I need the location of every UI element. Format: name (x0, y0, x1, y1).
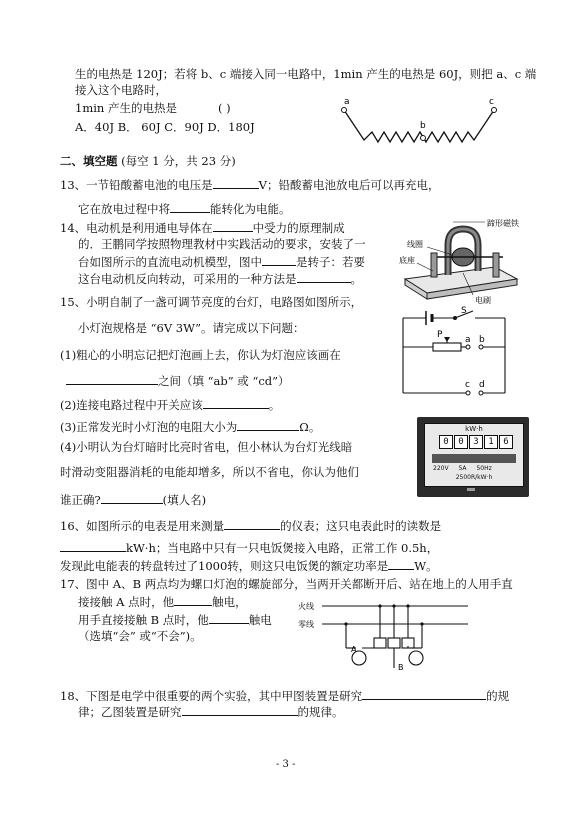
q13-blank-2[interactable] (170, 201, 210, 213)
q15-line7: (4)小明认为台灯暗时比亮时省电，但小林认为台灯光线暗 (60, 440, 353, 454)
household-circuit-figure (296, 596, 471, 678)
fig-label-a: a (465, 335, 471, 345)
q18-line2 (78, 704, 344, 720)
q12-options: A．40J B． 60J C．90J D．180J (75, 120, 255, 134)
q16-line1 (60, 518, 441, 534)
q12-line1: 生的电热是 120J；若将 b、c 端接入同一电路中，1min 产生的电热是 60J，则把 a、c 端 (75, 67, 537, 81)
q14-text-b: 中受力的原理制成 (252, 221, 345, 235)
q13-text-b: V；铅酸蓄电池放电后可以再充电， (258, 178, 440, 192)
fig-label-d: d (479, 380, 485, 390)
q15-text-h: Ω。 (299, 420, 321, 434)
q14-blank-3[interactable] (297, 271, 351, 283)
fig-label-b: b (479, 335, 485, 345)
fig-label-p: P (437, 330, 443, 340)
q16-line2 (60, 540, 438, 556)
q15-line8: 时滑动变阻器消耗的电能却增多，所以不省电，你认为他们 (60, 465, 359, 479)
fig-label-live: 火线 (298, 602, 314, 611)
q17-line1: 17、图中 A、B 两点均为螺口灯泡的螺旋部分，当两开关都断开后、站在地上的人用手直 (60, 577, 513, 591)
meter-ratings (433, 465, 492, 472)
resistor-wire-figure (336, 92, 506, 152)
q17-line2 (78, 594, 247, 610)
q12-line3: 1min 产生的电热是 (75, 101, 177, 115)
meter-screw (467, 488, 475, 491)
q15-line6 (60, 419, 320, 435)
q14-text-f: 这台电动机反向转动，可采用的一种方法是 (78, 272, 297, 286)
q18-blank-1[interactable] (362, 688, 486, 700)
q17-blank-1[interactable] (174, 594, 212, 606)
fig-label-c: c (465, 380, 470, 390)
meter-frequency: 50Hz (476, 465, 492, 472)
q13-text-a: 13、一节铅酸蓄电池的电压是 (60, 178, 213, 192)
q14-line3 (78, 254, 365, 270)
fig-label-brush: 电刷 (475, 296, 491, 305)
q17-text-b: 接接触 A 点时，他 (78, 595, 175, 609)
q18-text-b: 的规 (486, 689, 510, 703)
q18-line1 (60, 688, 509, 704)
motor-model-figure (393, 217, 523, 305)
q15-text-l: (填人名) (162, 493, 207, 507)
q13-text-d: 能转化为电能。 (210, 202, 291, 216)
q17-line3 (78, 612, 272, 628)
q13-line1 (60, 177, 439, 193)
meter-voltage: 220V (433, 465, 449, 472)
fig-label-s: S (461, 306, 467, 316)
q15-blank-4[interactable] (101, 492, 163, 504)
q16-blank-3[interactable] (388, 558, 414, 570)
q17-text-c: 触电， (212, 595, 247, 609)
q15-blank-3[interactable] (237, 419, 299, 431)
q14-blank-2[interactable] (262, 254, 296, 266)
q12-answer-paren: ( ) (218, 101, 231, 115)
q16-text-b: 的仪表；这只电表此时的读数是 (280, 519, 442, 533)
q13-line2 (78, 201, 291, 217)
fig-label-point-b: B (398, 663, 404, 672)
q16-text-d: 发现此电能表的转盘转过了1000转，则这只电饭煲的额定功率是 (60, 559, 389, 573)
q15-text-k: 谁正确? (60, 493, 101, 507)
q14-text-e: 是转子：若要 (296, 255, 365, 269)
q14-text-g: 。 (350, 272, 362, 286)
meter-digit: 3 (469, 435, 483, 449)
fig-label-magnet: 蹄形磁铁 (487, 219, 519, 228)
q17-line4: （选填“会” 或“不会”)。 (78, 629, 202, 643)
q15-line9 (60, 492, 206, 508)
q13-blank-1[interactable] (213, 177, 259, 189)
fig-label-coil: 线圈 (407, 240, 423, 249)
q17-text-d: 用手直接接触 B 点时，他 (78, 613, 209, 627)
q16-text-c: kW·h；当电路中只有一只电饭煲接入电路，正常工作 0.5h， (126, 541, 439, 555)
q15-text-d: 之间（填 “ab” 或 “cd”） (158, 374, 290, 388)
q18-blank-2[interactable] (182, 704, 298, 716)
lamp-circuit-figure (393, 303, 513, 398)
meter-current: 5A (458, 465, 467, 472)
q17-text-e: 触电 (248, 613, 272, 627)
fig-label-base: 底座 (399, 256, 415, 265)
q16-blank-2[interactable] (60, 540, 126, 552)
meter-face (424, 423, 524, 487)
meter-disc-window (432, 454, 516, 463)
q15-blank-1[interactable] (66, 373, 158, 385)
meter-digit: 0 (439, 435, 453, 449)
q15-text-e: (2)连接电路过程中开关应该 (60, 398, 203, 412)
q18-text-d: 的规律。 (297, 705, 344, 719)
q12-line2: 接入这个电路时， (75, 83, 167, 97)
meter-rev-constant: 2500R/kW·h (455, 474, 493, 481)
q15-blank-2[interactable] (203, 397, 269, 409)
meter-digit: 1 (484, 435, 498, 449)
q15-line3: (1)粗心的小明忘记把灯泡画上去，你认为灯泡应该画在 (60, 348, 341, 362)
q15-line2: 小灯泡规格是 “6V 3W”。请完成以下问题： (78, 321, 305, 335)
fig-label-c: c (489, 97, 494, 107)
meter-readout (439, 435, 513, 449)
q14-text-d: 台如图所示的直流电动机模型，图中 (78, 255, 262, 269)
section-note: (每空 1 分，共 23 分) (121, 154, 236, 168)
section-title: 二、填空题 (60, 154, 118, 168)
q14-text-a: 14、电动机是利用通电导体在 (60, 221, 213, 235)
q16-blank-1[interactable] (224, 518, 280, 530)
fig-label-neutral: 零线 (298, 620, 314, 629)
page-number: - 3 - (276, 759, 296, 770)
meter-unit-label: kW·h (465, 425, 483, 433)
q15-line1: 15、小明自制了一盏可调节亮度的台灯，电路图如图所示， (60, 295, 363, 309)
q18-text-a: 18、下图是电学中很重要的两个实验，其中甲图装置是研究 (60, 689, 363, 703)
section-title-row (60, 154, 236, 169)
q13-text-c: 它在放电过程中将 (78, 202, 170, 216)
fig-label-a: a (344, 97, 350, 107)
q14-line2: 的．王鹏同学按照物理教材中实践活动的要求，安装了一 (78, 237, 366, 251)
fig-label-b: b (420, 121, 426, 131)
meter-digit: 0 (454, 435, 468, 449)
q14-line1 (60, 220, 345, 236)
q14-blank-1[interactable] (213, 220, 253, 232)
q15-line4 (66, 373, 290, 389)
q15-text-f: 。 (268, 398, 281, 412)
q16-text-e: W。 (414, 559, 438, 573)
q14-line4 (78, 271, 362, 287)
meter-digit: 6 (499, 435, 513, 449)
q15-line5 (60, 397, 280, 413)
q15-text-g: (3)正常发光时小灯泡的电阻大小为 (60, 420, 238, 434)
fig-label-point-a: A (351, 645, 357, 654)
q18-text-c: 律；乙图装置是研究 (78, 705, 182, 719)
q16-line3 (60, 558, 438, 574)
q17-blank-2[interactable] (209, 612, 249, 624)
q16-text-a: 16、如图所示的电表是用来测量 (60, 519, 225, 533)
energy-meter-photo (417, 417, 529, 497)
